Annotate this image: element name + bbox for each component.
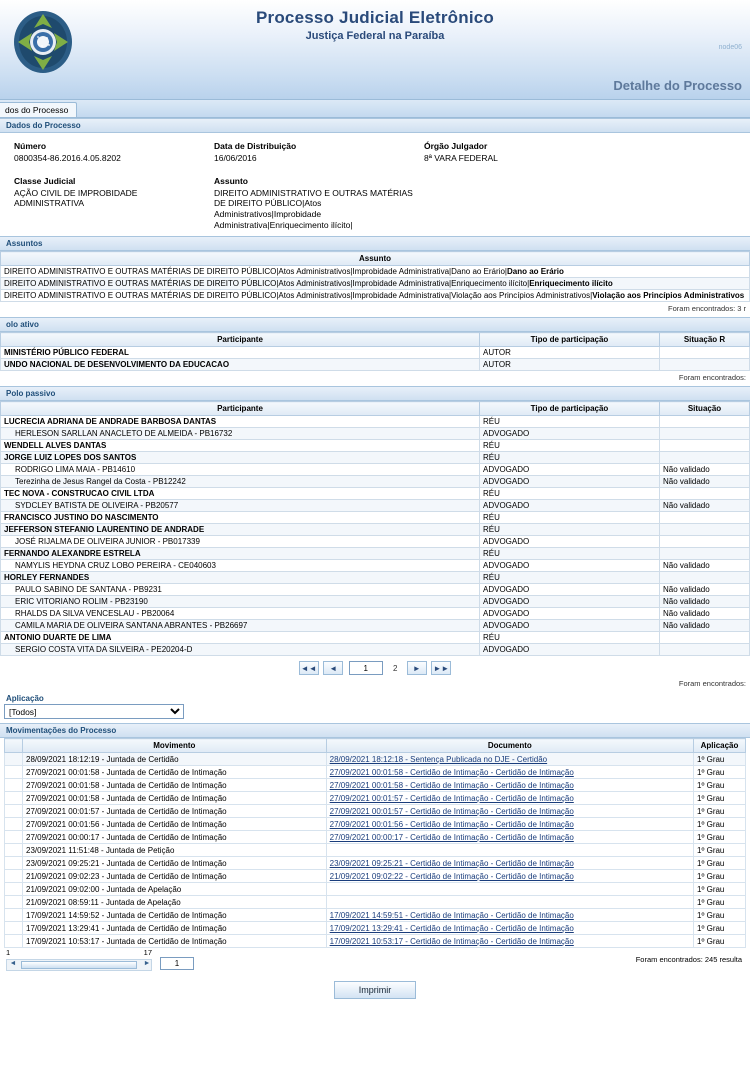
situacao-cell: Não validado xyxy=(660,560,750,572)
col-situa-o: Situação xyxy=(660,402,750,416)
table-row xyxy=(5,896,746,909)
movimento-cell: 27/09/2021 00:01:58 - Juntada de Certidão de Intimação xyxy=(23,792,327,805)
documento-cell xyxy=(326,792,693,805)
participante-cell: SYDCLEY BATISTA DE OLIVEIRA - PB20577 xyxy=(1,500,480,512)
expand-row-icon[interactable] xyxy=(5,831,23,844)
assunto-cell: DIREITO ADMINISTRATIVO E OUTRAS MATÉRIAS DE DIREITO PÚBLICO|Atos Administrativos|Improbidade Administrativa|Violação aos Princípios Administrativos|Violação aos Princípios Administrativos xyxy=(1,290,750,302)
tipo-participacao-cell: RÉU xyxy=(480,632,660,644)
movimento-cell: 23/09/2021 11:51:48 - Juntada de Petição xyxy=(23,844,327,857)
movimento-cell: 17/09/2021 10:53:17 - Juntada de Certidão de Intimação xyxy=(23,935,327,948)
movimento-cell: 17/09/2021 13:29:41 - Juntada de Certidão de Intimação xyxy=(23,922,327,935)
field-numero-value: 0800354-86.2016.4.05.8202 xyxy=(14,153,121,163)
aplicacao-cell: 1º Grau xyxy=(694,818,746,831)
participante-cell: FERNANDO ALEXANDRE ESTRELA xyxy=(1,548,480,560)
expand-row-icon[interactable] xyxy=(5,909,23,922)
panel-polo-passivo xyxy=(0,386,750,692)
documento-link[interactable]: 21/09/2021 09:02:22 - Certidão de Intimação - Certidão de Intimação xyxy=(329,871,574,881)
participante-cell: UNDO NACIONAL DE DESENVOLVIMENTO DA EDUCACAO xyxy=(1,359,480,371)
documento-link[interactable]: 17/09/2021 10:53:17 - Certidão de Intimação - Certidão de Intimação xyxy=(329,936,574,946)
tipo-participacao-cell: ADVOGADO xyxy=(480,584,660,596)
situacao-cell xyxy=(660,644,750,656)
aplicacao-cell: 1º Grau xyxy=(694,766,746,779)
participante-cell: TEC NOVA - CONSTRUCAO CIVIL LTDA xyxy=(1,488,480,500)
table-row xyxy=(1,452,750,464)
field-assunto-label: Assunto xyxy=(214,175,248,186)
documento-link[interactable]: 23/09/2021 09:25:21 - Certidão de Intimação - Certidão de Intimação xyxy=(329,858,574,868)
table-row xyxy=(5,792,746,805)
app-subtitle: Justiça Federal na Paraíba xyxy=(305,30,445,42)
field-spacer xyxy=(416,176,696,231)
expand-row-icon[interactable] xyxy=(5,896,23,909)
table-row xyxy=(5,883,746,896)
participante-cell: ERIC VITORIANO ROLIM - PB23190 xyxy=(1,596,480,608)
table-row xyxy=(5,779,746,792)
documento-cell xyxy=(326,896,693,909)
field-orgao-label: Órgão Julgador xyxy=(424,141,488,151)
participante-cell: JORGE LUIZ LOPES DOS SANTOS xyxy=(1,452,480,464)
tipo-participacao-cell: ADVOGADO xyxy=(480,464,660,476)
table-row xyxy=(5,922,746,935)
field-assunto-value: DIREITO ADMINISTRATIVO E OUTRAS MATÉRIAS DE DIREITO PÚBLICO|Atos Administrativos|Improbidade Administrativa|Enriquecimento ilícito| xyxy=(214,187,413,230)
aplicacao-cell: 1º Grau xyxy=(694,844,746,857)
movimento-cell: 17/09/2021 14:59:52 - Juntada de Certidão de Intimação xyxy=(23,909,327,922)
panel-assuntos-title: Assuntos xyxy=(0,236,750,251)
panel-dados-title: Dados do Processo xyxy=(0,118,750,133)
node-label: node06 xyxy=(718,44,742,51)
scroll-left-number: 1 xyxy=(6,948,11,958)
aplicacao-cell: 1º Grau xyxy=(694,909,746,922)
col-participante: Participante xyxy=(1,333,480,347)
assunto-cell: DIREITO ADMINISTRATIVO E OUTRAS MATÉRIAS DE DIREITO PÚBLICO|Atos Administrativos|Improbidade Administrativa|Enriquecimento ilícito|Enriquecimento ilícito xyxy=(1,278,750,290)
table-row xyxy=(5,805,746,818)
situacao-cell xyxy=(660,359,750,371)
table-row xyxy=(1,524,750,536)
situacao-cell: Não validado xyxy=(660,500,750,512)
table-row xyxy=(1,440,750,452)
tipo-participacao-cell: ADVOGADO xyxy=(480,476,660,488)
table-row xyxy=(1,536,750,548)
situacao-cell: Não validado xyxy=(660,596,750,608)
participante-cell: NAMYLIS HEYDNA CRUZ LOBO PEREIRA - CE040603 xyxy=(1,560,480,572)
expand-row-icon[interactable] xyxy=(5,883,23,896)
movimento-cell: 21/09/2021 08:59:11 - Juntada de Apelação xyxy=(23,896,327,909)
col-participante: Participante xyxy=(1,402,480,416)
participante-cell: JOSÉ RIJALMA DE OLIVEIRA JUNIOR - PB017339 xyxy=(1,536,480,548)
movimento-cell: 28/09/2021 18:12:19 - Juntada de Certidão xyxy=(23,753,327,766)
movimento-cell: 27/09/2021 00:01:56 - Juntada de Certidão de Intimação xyxy=(23,818,327,831)
table-row xyxy=(1,290,750,302)
documento-cell xyxy=(326,779,693,792)
table-row xyxy=(1,464,750,476)
table-row xyxy=(1,500,750,512)
situacao-cell xyxy=(660,452,750,464)
mov-col-aplica-o: Aplicação xyxy=(694,739,746,753)
situacao-cell: Não validado xyxy=(660,608,750,620)
table-row xyxy=(1,560,750,572)
tipo-participacao-cell: RÉU xyxy=(480,524,660,536)
documento-cell xyxy=(326,857,693,870)
table-row xyxy=(5,844,746,857)
aplicacao-cell: 1º Grau xyxy=(694,870,746,883)
table-row xyxy=(1,359,750,371)
situacao-cell xyxy=(660,524,750,536)
scroll-left-arrow-icon[interactable]: ◄ xyxy=(9,960,17,968)
situacao-cell xyxy=(660,632,750,644)
title-block xyxy=(0,0,750,42)
documento-cell xyxy=(326,831,693,844)
situacao-cell: Não validado xyxy=(660,476,750,488)
field-classe-label: Classe Judicial xyxy=(14,175,76,186)
documento-link[interactable]: 27/09/2021 00:01:57 - Certidão de Intimação - Certidão de Intimação xyxy=(329,806,574,816)
table-row xyxy=(5,870,746,883)
participante-cell: HORLEY FERNANDES xyxy=(1,572,480,584)
tab-dados-do-processo[interactable]: dos do Processo xyxy=(0,102,77,117)
movimentacoes-footer: Foram encontrados: 245 resulta xyxy=(635,955,742,965)
situacao-cell xyxy=(660,416,750,428)
tipo-participacao-cell: RÉU xyxy=(480,572,660,584)
expand-row-icon[interactable] xyxy=(5,766,23,779)
expand-row-icon[interactable] xyxy=(5,857,23,870)
participante-cell: LUCRECIA ADRIANA DE ANDRADE BARBOSA DANTAS xyxy=(1,416,480,428)
imprimir-button[interactable]: Imprimir xyxy=(334,981,417,999)
aplicacao-cell: 1º Grau xyxy=(694,831,746,844)
coat-of-arms-icon xyxy=(12,8,74,78)
table-row xyxy=(1,347,750,359)
table-row xyxy=(5,909,746,922)
table-row xyxy=(5,857,746,870)
movimento-cell: 21/09/2021 09:02:23 - Juntada de Certidão de Intimação xyxy=(23,870,327,883)
documento-cell xyxy=(326,753,693,766)
page-title: Detalhe do Processo xyxy=(613,78,742,93)
field-classe-judicial xyxy=(6,176,206,231)
situacao-cell: Não validado xyxy=(660,584,750,596)
documento-link[interactable]: 28/09/2021 18:12:18 - Sentença Publicada no DJE - Certidão xyxy=(329,754,548,764)
scroll-right-arrow-icon[interactable]: ► xyxy=(143,960,151,968)
movimentacoes-page-input[interactable] xyxy=(160,957,194,970)
tipo-participacao-cell: ADVOGADO xyxy=(480,608,660,620)
situacao-cell xyxy=(660,488,750,500)
movimento-cell: 27/09/2021 00:01:57 - Juntada de Certidão de Intimação xyxy=(23,805,327,818)
participante-cell: RHALDS DA SILVA VENCESLAU - PB20064 xyxy=(1,608,480,620)
table-row xyxy=(1,584,750,596)
polo-ativo-table xyxy=(0,332,750,371)
aplicacao-cell: 1º Grau xyxy=(694,792,746,805)
aplicacao-cell: 1º Grau xyxy=(694,753,746,766)
page-header xyxy=(0,0,750,100)
documento-cell xyxy=(326,883,693,896)
scrollbar-thumb[interactable] xyxy=(21,961,137,969)
documento-cell xyxy=(326,909,693,922)
mov-col-movimento: Movimento xyxy=(23,739,327,753)
field-assunto xyxy=(206,176,416,231)
table-row xyxy=(1,644,750,656)
tabstrip xyxy=(0,100,750,118)
participante-cell: FRANCISCO JUSTINO DO NASCIMENTO xyxy=(1,512,480,524)
table-row xyxy=(5,766,746,779)
mov-col-expand xyxy=(5,739,23,753)
expand-row-icon[interactable] xyxy=(5,935,23,948)
panel-dados-body xyxy=(0,133,750,236)
aplicacao-cell: 1º Grau xyxy=(694,805,746,818)
mov-col-documento: Documento xyxy=(326,739,693,753)
table-row xyxy=(1,608,750,620)
col-situa-o-r: Situação R xyxy=(660,333,750,347)
expand-row-icon[interactable] xyxy=(5,753,23,766)
participante-cell: ANTONIO DUARTE DE LIMA xyxy=(1,632,480,644)
situacao-cell xyxy=(660,536,750,548)
tipo-participacao-cell: RÉU xyxy=(480,440,660,452)
situacao-cell xyxy=(660,512,750,524)
documento-cell xyxy=(326,766,693,779)
expand-row-icon[interactable] xyxy=(5,805,23,818)
tipo-participacao-cell: ADVOGADO xyxy=(480,536,660,548)
documento-link[interactable]: 27/09/2021 00:01:58 - Certidão de Intimação - Certidão de Intimação xyxy=(329,780,574,790)
participante-cell: WENDELL ALVES DANTAS xyxy=(1,440,480,452)
polo-passivo-table xyxy=(0,401,750,656)
documento-cell xyxy=(326,922,693,935)
aplicacao-cell: 1º Grau xyxy=(694,922,746,935)
field-classe-value: AÇÃO CIVIL DE IMPROBIDADE ADMINISTRATIVA xyxy=(14,187,138,209)
participante-cell: HERLESON SARLLAN ANACLETO DE ALMEIDA - PB16732 xyxy=(1,428,480,440)
tipo-participacao-cell: RÉU xyxy=(480,512,660,524)
table-row xyxy=(1,596,750,608)
tipo-participacao-cell: ADVOGADO xyxy=(480,428,660,440)
expand-row-icon[interactable] xyxy=(5,870,23,883)
aplicacao-cell: 1º Grau xyxy=(694,935,746,948)
tipo-participacao-cell: RÉU xyxy=(480,488,660,500)
field-data-distribuicao-value: 16/06/2016 xyxy=(214,153,257,163)
table-row xyxy=(1,476,750,488)
col-tipo-de-participa-o: Tipo de participação xyxy=(480,402,660,416)
table-row xyxy=(1,278,750,290)
tipo-participacao-cell: RÉU xyxy=(480,452,660,464)
situacao-cell xyxy=(660,428,750,440)
table-row xyxy=(1,512,750,524)
table-row xyxy=(1,632,750,644)
participante-cell: MINISTÉRIO PÚBLICO FEDERAL xyxy=(1,347,480,359)
participante-cell: PAULO SABINO DE SANTANA - PB9231 xyxy=(1,584,480,596)
pager-first-button[interactable]: ◄◄ xyxy=(299,661,319,675)
table-row xyxy=(1,548,750,560)
pager-prev-button[interactable]: ◄ xyxy=(323,661,343,675)
pager-last-button[interactable]: ►► xyxy=(431,661,451,675)
aplicacao-cell: 1º Grau xyxy=(694,883,746,896)
documento-cell xyxy=(326,844,693,857)
documento-link[interactable]: 27/09/2021 00:01:57 - Certidão de Intimação - Certidão de Intimação xyxy=(329,793,574,803)
print-area xyxy=(0,971,750,1007)
documento-cell xyxy=(326,870,693,883)
participante-cell: RODRIGO LIMA MAIA - PB14610 xyxy=(1,464,480,476)
documento-link[interactable]: 17/09/2021 13:29:41 - Certidão de Intimação - Certidão de Intimação xyxy=(329,923,574,933)
panel-polo-ativo xyxy=(0,317,750,386)
table-row xyxy=(5,753,746,766)
expand-row-icon[interactable] xyxy=(5,792,23,805)
col-tipo-de-participa-o: Tipo de participação xyxy=(480,333,660,347)
documento-link[interactable]: 27/09/2021 00:01:56 - Certidão de Intimação - Certidão de Intimação xyxy=(329,819,574,829)
movimentacoes-bottom-bar xyxy=(0,948,750,971)
movimentacoes-table xyxy=(4,738,746,948)
tipo-participacao-cell: ADVOGADO xyxy=(480,560,660,572)
documento-cell xyxy=(326,805,693,818)
situacao-cell xyxy=(660,572,750,584)
field-data-distribuicao xyxy=(206,141,416,164)
panel-movimentacoes xyxy=(0,723,750,971)
pager-page-input[interactable] xyxy=(349,661,383,675)
tipo-participacao-cell: RÉU xyxy=(480,548,660,560)
polo-passivo-footer: Foram encontrados: xyxy=(678,679,746,689)
table-row xyxy=(1,266,750,278)
documento-cell xyxy=(326,818,693,831)
documento-link[interactable]: 27/09/2021 00:00:17 - Certidão de Intimação - Certidão de Intimação xyxy=(329,832,574,842)
aplicacao-cell: 1º Grau xyxy=(694,779,746,792)
horizontal-scrollbar[interactable] xyxy=(6,959,152,971)
participante-cell: CAMILA MARIA DE OLIVEIRA SANTANA ABRANTES - PB26697 xyxy=(1,620,480,632)
movimento-cell: 21/09/2021 09:02:00 - Juntada de Apelação xyxy=(23,883,327,896)
movimento-cell: 27/09/2021 00:00:17 - Juntada de Certidão de Intimação xyxy=(23,831,327,844)
assunto-cell: DIREITO ADMINISTRATIVO E OUTRAS MATÉRIAS DE DIREITO PÚBLICO|Atos Administrativos|Improbidade Administrativa|Dano ao Erário|Dano ao Erário xyxy=(1,266,750,278)
panel-polo-ativo-title: olo ativo xyxy=(0,317,750,332)
field-data-distribuicao-label: Data de Distribuição xyxy=(214,141,297,151)
expand-row-icon[interactable] xyxy=(5,844,23,857)
field-numero xyxy=(6,141,206,164)
situacao-cell: Não validado xyxy=(660,620,750,632)
assuntos-footer: Foram encontrados: 3 r xyxy=(668,304,746,314)
participante-cell: Terezinha de Jesus Rangel da Costa - PB12242 xyxy=(1,476,480,488)
tipo-participacao-cell: AUTOR xyxy=(480,359,660,371)
aplicacao-select[interactable] xyxy=(4,704,184,719)
panel-dados-do-processo xyxy=(0,118,750,236)
table-row xyxy=(5,818,746,831)
aplicacao-filter xyxy=(0,692,750,723)
situacao-cell xyxy=(660,347,750,359)
aplicacao-cell: 1º Grau xyxy=(694,857,746,870)
movimento-cell: 27/09/2021 00:01:58 - Juntada de Certidão de Intimação xyxy=(23,779,327,792)
table-row xyxy=(5,935,746,948)
situacao-cell: Não validado xyxy=(660,464,750,476)
aplicacao-label: Aplicação xyxy=(6,694,44,704)
documento-link[interactable]: 17/09/2021 14:59:51 - Certidão de Intimação - Certidão de Intimação xyxy=(329,910,574,920)
expand-row-icon[interactable] xyxy=(5,818,23,831)
tipo-participacao-cell: ADVOGADO xyxy=(480,644,660,656)
panel-assuntos xyxy=(0,236,750,317)
assuntos-col-assunto: Assunto xyxy=(1,252,750,266)
tipo-participacao-cell: ADVOGADO xyxy=(480,620,660,632)
table-row xyxy=(1,572,750,584)
situacao-cell xyxy=(660,548,750,560)
tipo-participacao-cell: RÉU xyxy=(480,416,660,428)
situacao-cell xyxy=(660,440,750,452)
table-row xyxy=(1,428,750,440)
field-orgao-value: 8ª VARA FEDERAL xyxy=(424,153,498,163)
aplicacao-cell: 1º Grau xyxy=(694,896,746,909)
documento-cell xyxy=(326,935,693,948)
assuntos-table xyxy=(0,251,750,302)
field-orgao-julgador xyxy=(416,141,696,164)
table-row xyxy=(1,416,750,428)
movimento-cell: 23/09/2021 09:25:21 - Juntada de Certidão de Intimação xyxy=(23,857,327,870)
polo-ativo-footer: Foram encontrados: xyxy=(678,373,746,383)
pager-page-2[interactable]: 2 xyxy=(393,663,398,673)
table-row xyxy=(1,488,750,500)
scroll-right-number: 17 xyxy=(143,948,152,958)
expand-row-icon[interactable] xyxy=(5,922,23,935)
table-row xyxy=(5,831,746,844)
expand-row-icon[interactable] xyxy=(5,779,23,792)
table-row xyxy=(1,620,750,632)
participante-cell: JEFFERSON STEFANIO LAURENTINO DE ANDRADE xyxy=(1,524,480,536)
panel-polo-passivo-title: Polo passivo xyxy=(0,386,750,401)
field-numero-label: Número xyxy=(14,141,47,151)
tipo-participacao-cell: ADVOGADO xyxy=(480,596,660,608)
participante-cell: SERGIO COSTA VITA DA SILVEIRA - PE20204-D xyxy=(1,644,480,656)
tipo-participacao-cell: AUTOR xyxy=(480,347,660,359)
app-title: Processo Judicial Eletrônico xyxy=(255,8,494,27)
pager-next-button[interactable]: ► xyxy=(407,661,427,675)
documento-link[interactable]: 27/09/2021 00:01:58 - Certidão de Intimação - Certidão de Intimação xyxy=(329,767,574,777)
panel-movimentacoes-title: Movimentações do Processo xyxy=(0,723,750,738)
tipo-participacao-cell: ADVOGADO xyxy=(480,500,660,512)
movimento-cell: 27/09/2021 00:01:58 - Juntada de Certidão de Intimação xyxy=(23,766,327,779)
polo-passivo-pager[interactable] xyxy=(0,656,750,677)
